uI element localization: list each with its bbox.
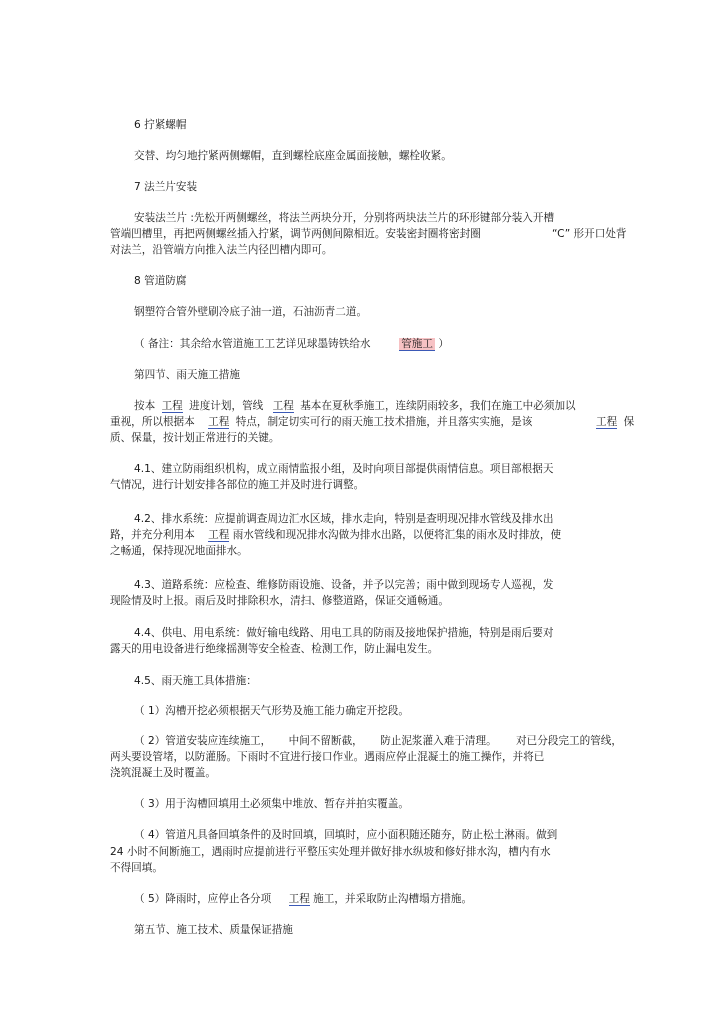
section-8-title: 8 管道防腐 bbox=[134, 275, 187, 287]
para-4-2-text: 路，并充分利用本 bbox=[110, 529, 195, 541]
item-2-line-1 bbox=[134, 734, 622, 749]
item-2-text: （ 2）管道安装应连续施工， bbox=[134, 735, 272, 747]
link-gongcheng[interactable]: 工程 bbox=[161, 400, 183, 412]
section-8-body: 钢塑符合管外壁刷冷底子油一道，石油沥青二道。 bbox=[134, 306, 368, 318]
para-4-5-title: 4.5、雨天施工具体措施： bbox=[134, 675, 257, 687]
section-7-line-2b: “C” 形开口处背 bbox=[552, 228, 627, 240]
section-7-line-3: 对法兰，沿管端方向推入法兰内径凹槽内即可。 bbox=[110, 244, 333, 256]
item-2-line-3: 浇筑混凝土及时覆盖。 bbox=[110, 767, 216, 779]
item-4-line-1: （ 4）管道凡具备回填条件的及时回填，回填时，应小面积随还随夯，防止松土淋雨。做到 bbox=[134, 829, 558, 841]
section-6-title: 6 拧紧螺帽 bbox=[134, 119, 187, 131]
para-4-1-line-2: 气情况，进行计划安排各部位的施工并及时进行调整。 bbox=[110, 479, 365, 491]
section-7-line-1: 安装法兰片 :先松开两侧螺丝，将法兰两块分开，分别将两块法兰片的环形键部分装入开槽 bbox=[134, 212, 555, 224]
para-1-line-3: 质、保量，按计划正常进行的关键。 bbox=[110, 432, 280, 444]
link-gongcheng[interactable]: 工程 bbox=[208, 416, 230, 428]
item-1: （ 1）沟槽开挖必须根据天气形势及施工能力确定开挖段。 bbox=[134, 705, 409, 717]
para-1-text: 保 bbox=[623, 416, 635, 428]
item-2-line-2: 两头要设管堵，以防灌肠。下雨时不宜进行接口作业。遇雨应停止混凝土的施工操作，并将已 bbox=[110, 751, 545, 763]
section-6-body: 交替、均匀地拧紧两侧螺帽，直到螺栓底座金属面接触，螺栓收紧。 bbox=[134, 150, 452, 162]
para-1-text: 基本在夏秋季施工，连续阴雨较多，我们在施工中必须加以 bbox=[300, 400, 576, 412]
section-5-title: 第五节、施工技术、质量保证措施 bbox=[134, 924, 293, 936]
link-gongcheng[interactable]: 工程 bbox=[272, 400, 294, 412]
para-4-3-line-1: 4.3、道路系统：应检查、维修防雨设施、设备，并予以完善；雨中做到现场专人巡视，发 bbox=[134, 579, 554, 591]
item-2-text: 对已分段完工的管线， bbox=[516, 735, 622, 747]
para-1-line-2 bbox=[110, 415, 532, 430]
note-link[interactable]: 管施工 bbox=[401, 338, 433, 350]
section-4-title: 第四节、雨天施工措施 bbox=[134, 369, 240, 381]
para-1-line-2-end bbox=[596, 415, 634, 430]
para-4-4-line-2: 露天的用电设备进行绝缘摇测等安全检查、检测工作，防止漏电发生。 bbox=[110, 643, 439, 655]
item-5 bbox=[134, 892, 472, 907]
para-4-2-line-2 bbox=[110, 528, 561, 543]
item-4-line-3: 不得回填。 bbox=[110, 862, 163, 874]
item-2-text: 中间不留断截， bbox=[288, 735, 363, 747]
note-line bbox=[134, 337, 449, 352]
item-3: （ 3）用于沟槽回填用土必须集中堆放、暂存并拍实覆盖。 bbox=[134, 798, 409, 810]
item-2-text: 防止泥浆灌入难于清理。 bbox=[380, 735, 497, 747]
para-4-2-text: 雨水管线和现况排水沟做为排水出路，以便将汇集的雨水及时排放，使 bbox=[232, 529, 562, 541]
para-4-4-line-1: 4.4、供电、用电系统：做好输电线路、用电工具的防雨及接地保护措施，特别是雨后要对 bbox=[134, 627, 554, 639]
para-1-text: 重视，所以根据本 bbox=[110, 416, 195, 428]
para-1-line-1 bbox=[134, 399, 576, 414]
para-1-text: 特点，制定切实可行的雨天施工技术措施，并且落实实施，是该 bbox=[235, 416, 533, 428]
para-4-3-line-2: 现险情及时上报。雨后及时排除积水，清扫、修整道路，保证交通畅通。 bbox=[110, 595, 449, 607]
para-4-2-line-3: 之畅通，保持现况地面排水。 bbox=[110, 545, 248, 557]
link-gongcheng[interactable]: 工程 bbox=[288, 893, 310, 905]
note-text: （ 备注：其余给水管道施工工艺详见球墨铸铁给水 bbox=[134, 338, 371, 350]
section-7-title: 7 法兰片安装 bbox=[134, 181, 198, 193]
link-gongcheng[interactable]: 工程 bbox=[596, 416, 618, 428]
item-5-text: （ 5）降雨时，应停止各分项 bbox=[134, 893, 272, 905]
para-1-text: 进度计划，管线 bbox=[189, 400, 264, 412]
para-1-text: 按本 bbox=[134, 400, 156, 412]
link-gongcheng[interactable]: 工程 bbox=[208, 529, 230, 541]
para-4-1-line-1: 4.1、建立防雨组织机构，成立雨情监报小组，及时向项目部提供雨情信息。项目部根据天 bbox=[134, 463, 554, 475]
note-close: ） bbox=[438, 338, 449, 350]
para-4-2-line-1: 4.2、排水系统：应提前调查周边汇水区域，排水走向，特别是查明现况排水管线及排水出 bbox=[134, 513, 554, 525]
item-4-line-2: 24 小时不间断施工，遇雨时应提前进行平整压实处理并做好排水纵坡和修好排水沟，槽内有水 bbox=[110, 846, 551, 858]
section-7-line-2a: 管端凹槽里，再把两侧螺丝插入拧紧，调节两侧间隙相近。安装密封圈将密封圈 bbox=[110, 228, 481, 240]
item-5-text: 施工，并采取防止沟槽塌方措施。 bbox=[313, 893, 473, 905]
